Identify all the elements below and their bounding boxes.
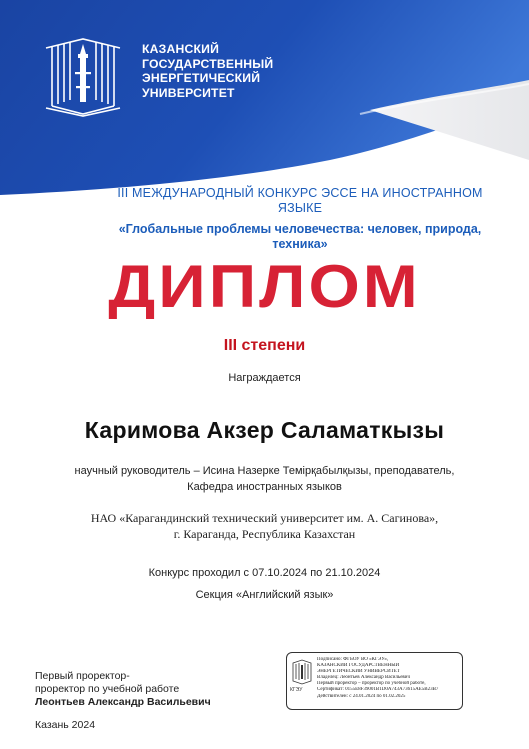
signatory-name: Леонтьев Александр Васильевич (35, 696, 211, 708)
place-year: Казань 2024 (35, 719, 96, 731)
contest-topic: «Глобальные проблемы человечества: человек, природа, техника» (118, 222, 482, 251)
signatory-block (35, 670, 211, 709)
department-line: Кафедра иностранных языков (187, 481, 342, 493)
university-name-line: УНИВЕРСИТЕТ (142, 85, 235, 100)
diploma-degree: III степени (223, 337, 306, 354)
university-name-line: ГОСУДАРСТВЕННЫЙ (142, 56, 274, 71)
electronic-signature-stamp (286, 652, 463, 710)
stamp-line: Первый проректор – проректор по учебной работе, (317, 681, 426, 687)
stamp-line: Подписано: ФГБОУ ВО «КГЭУ», (317, 657, 389, 662)
stamp-logo-label: КГЭУ (290, 687, 303, 693)
stamp-line: Действителен: с 24.01.2024 по 01.02.2025 (317, 693, 406, 699)
stamp-line: ЭНЕРГЕТИЧЕСКИЙ УНИВЕРСИТЕТ (317, 669, 400, 675)
winner-name: Каримова Акзер Саламаткызы (84, 417, 445, 443)
supervisor-info (0, 463, 529, 495)
supervisor-line: научный руководитель – Исина Назерке Темірқабылқызы, преподаватель, (74, 465, 455, 477)
institution-name: НАО «Карагандинский технический университет им. А. Сагинова», (90, 511, 439, 525)
university-logo-icon (38, 36, 128, 118)
stamp-text (317, 657, 458, 700)
signatory-position: Первый проректор- (35, 670, 130, 682)
university-name (142, 42, 273, 100)
stamp-line: Владелец: Леонтьев Александр Васильевич (317, 675, 410, 681)
contest-title: III МЕЖДУНАРОДНЫЙ КОНКУРС ЭССЕ НА ИНОСТРАННОМ ЯЗЫКЕ (117, 186, 483, 215)
awarded-label: Награждается (228, 372, 301, 384)
university-name-line: ЭНЕРГЕТИЧЕСКИЙ (142, 71, 261, 86)
contest-section: Секция «Английский язык» (195, 589, 334, 601)
stamp-logo-icon (291, 659, 313, 685)
stamp-line: КАЗАНСКИЙ ГОСУДАРСТВЕННЫЙ (317, 663, 400, 669)
contest-period: Конкурс проходил с 07.10.2024 по 21.10.2024 (148, 567, 381, 579)
institution-info (0, 510, 529, 542)
stamp-line: Сертификат: 0155E8F39001B1D0A743A73615AE5B23B7 (317, 687, 439, 693)
university-name-line: КАЗАНСКИЙ (142, 42, 220, 56)
diploma-heading: ДИПЛОМ (108, 251, 421, 321)
institution-location: г. Караганда, Республика Казахстан (173, 527, 356, 541)
signatory-position: проректор по учебной работе (35, 683, 180, 695)
